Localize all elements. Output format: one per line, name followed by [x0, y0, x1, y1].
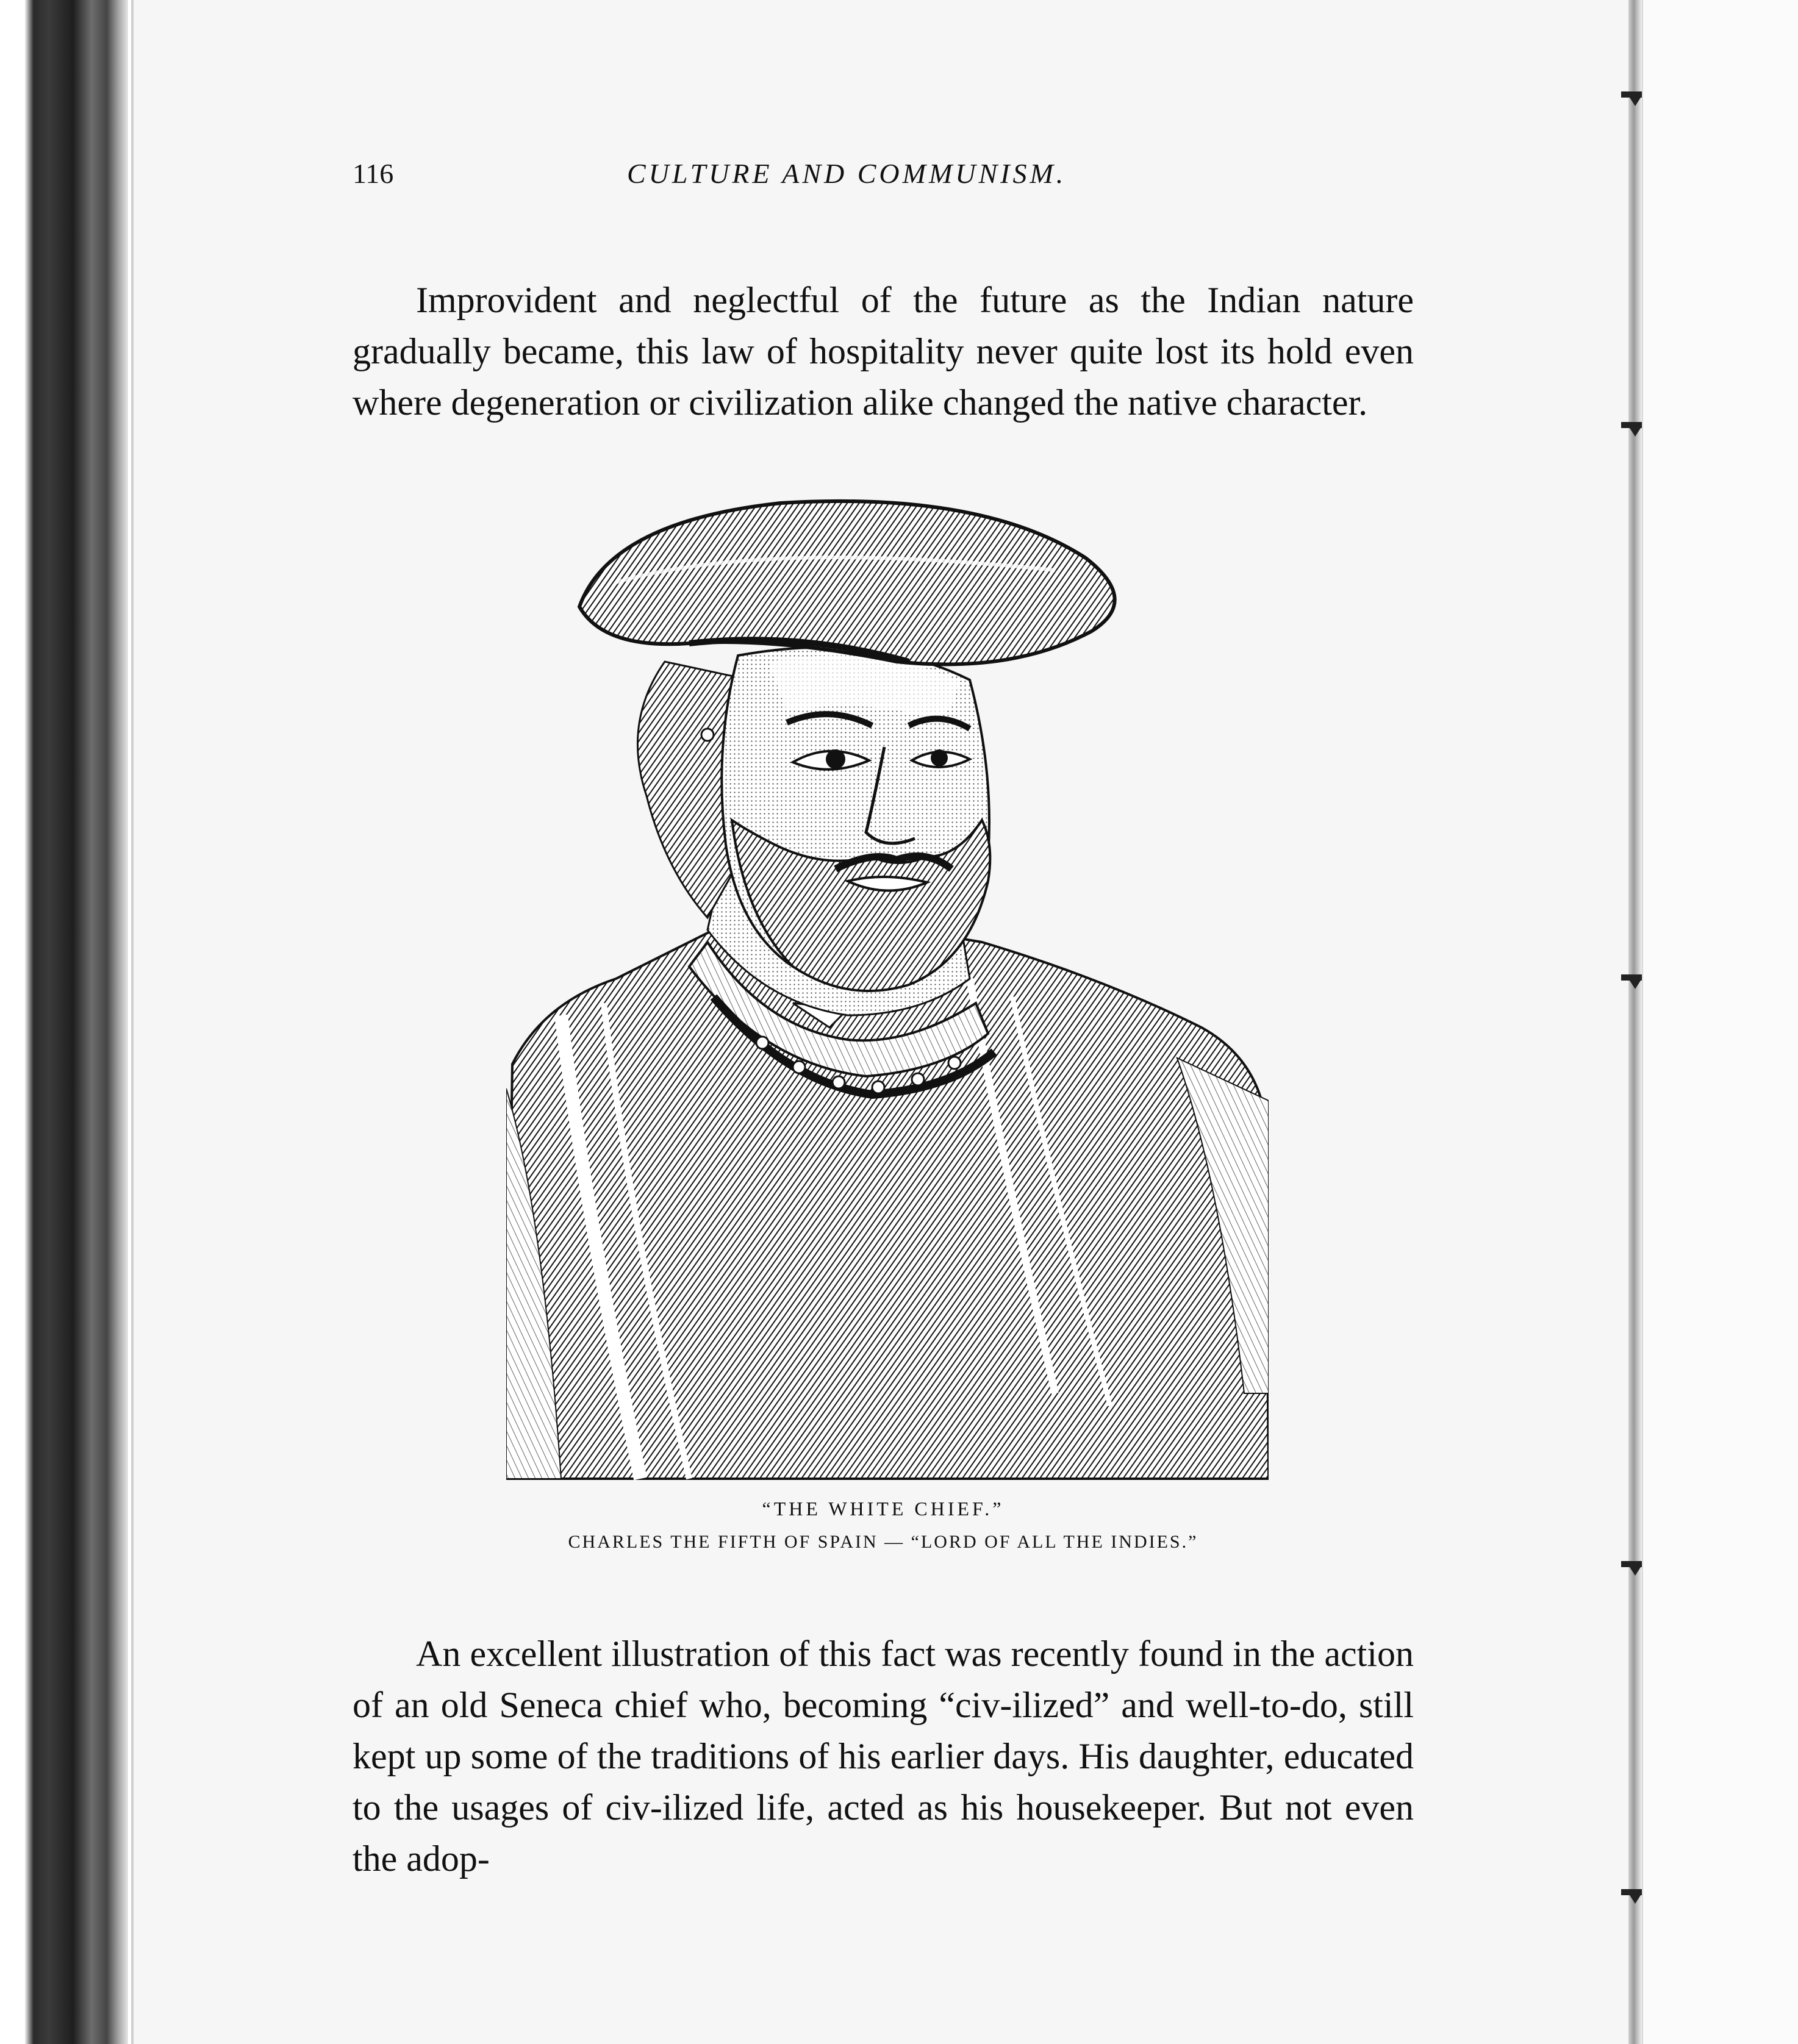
running-head [353, 157, 1176, 194]
book-edge [0, 0, 128, 2044]
cap [579, 501, 1115, 665]
page-number: 116 [353, 158, 394, 189]
running-title: CULTURE AND COMMUNISM. [627, 158, 1067, 189]
adjacent-page-edge [1642, 0, 1798, 2044]
paragraph: Improvident and neglectful of the future as the Indian nature gradually became, this law of hospitality never quite lost its hold even where degeneration or civilization alike changed the native character. [353, 280, 1414, 423]
caption-title: “THE WHITE CHIEF.” [762, 1498, 1005, 1520]
paragraph: An excellent illustration of this fact was recently found in the action of an old Seneca chief who, becoming “civ-ilized” and well-to-do, still kept up some of the traditions of his earlier days. His daughter, educated to the usages of civ-ilized life, acted as his housekeeper. But not even the adop- [353, 1634, 1414, 1879]
caption-subtitle: CHARLES THE FIFTH OF SPAIN — “LORD OF ALL THE INDIES.” [568, 1532, 1198, 1552]
portrait-illustration [506, 479, 1269, 1485]
binding-strip [1628, 0, 1642, 2044]
